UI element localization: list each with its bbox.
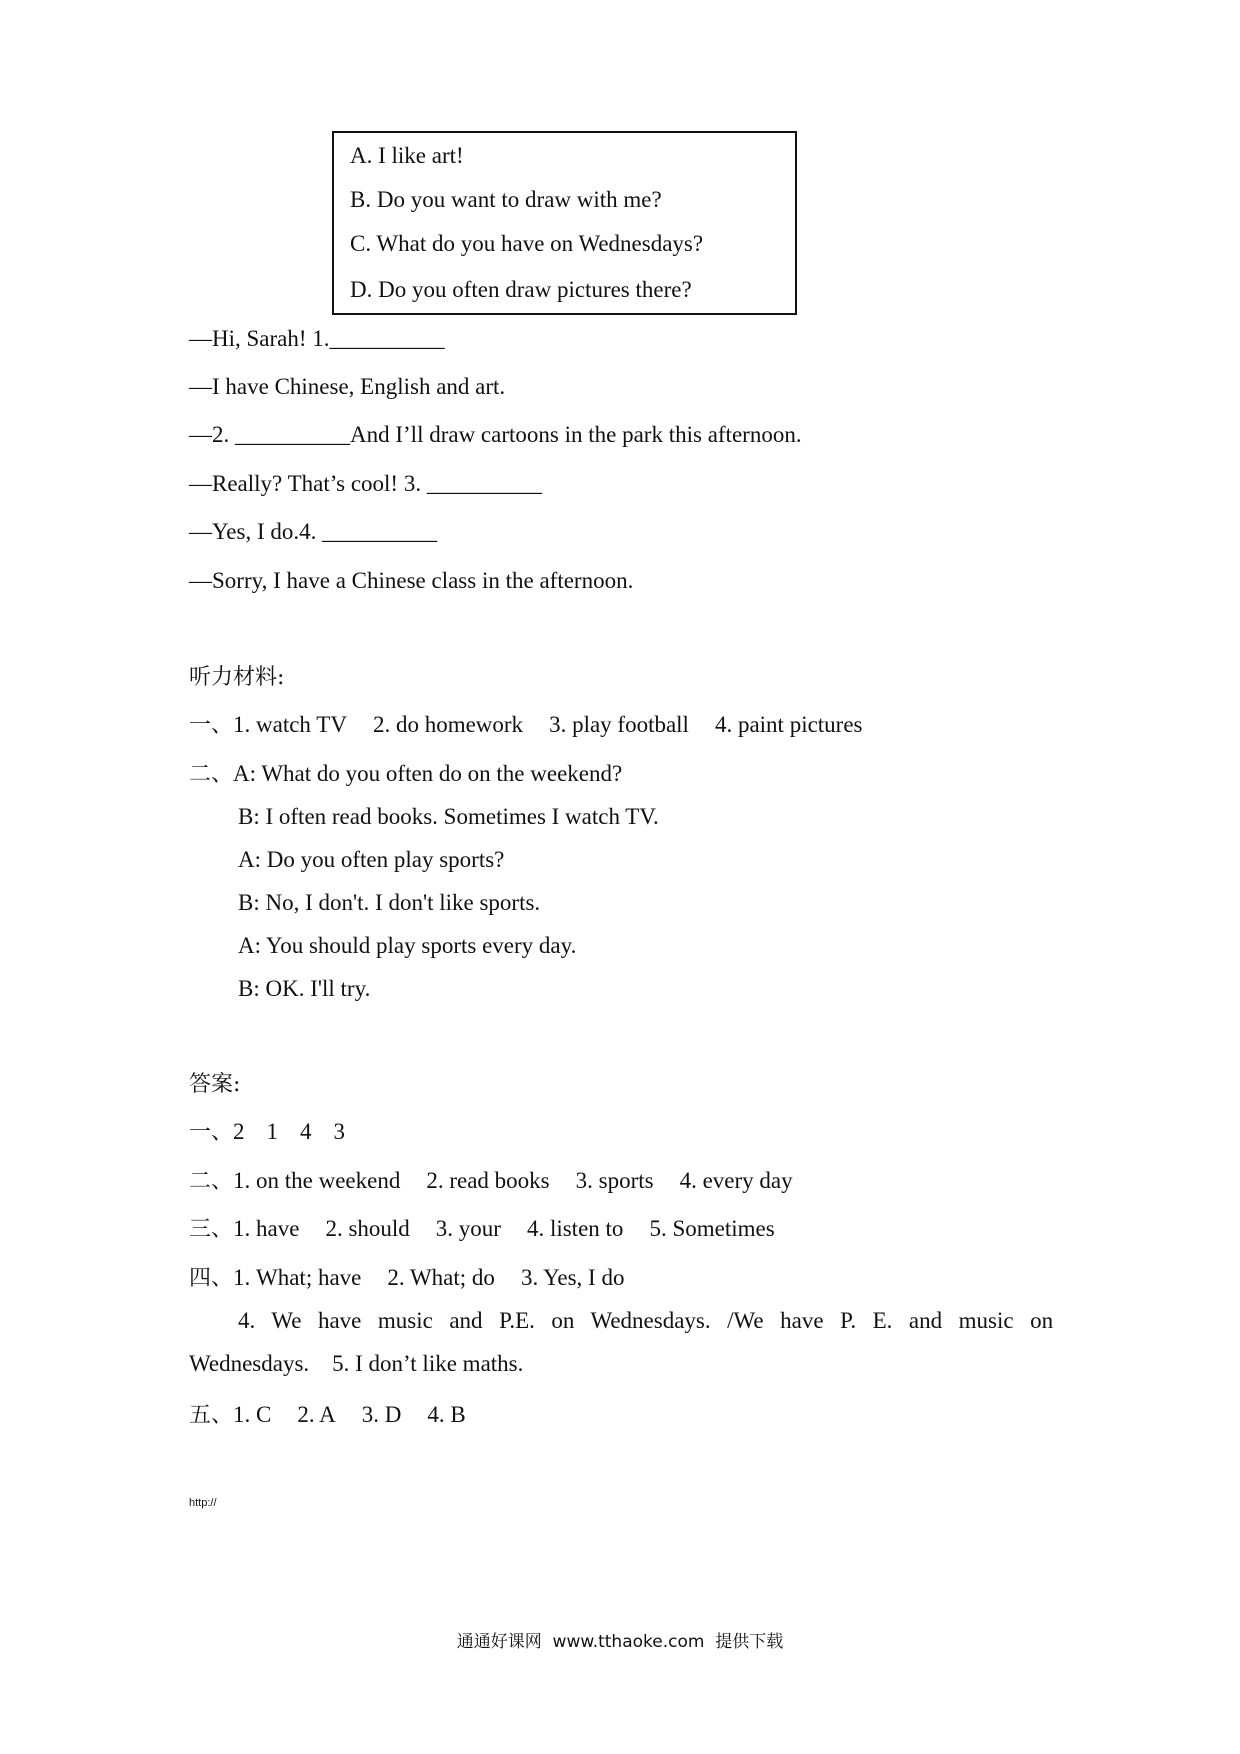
footer-source: 通通好课网 www.tthaoke.com 提供下载 [456, 1632, 784, 1652]
answer-item: 2. A [297, 1402, 336, 1427]
option-d: D. Do you often draw pictures there? [350, 277, 692, 302]
listening-dialogue-line: B: I often read books. Sometimes I watch TV. [238, 804, 659, 829]
answers-part-4-line-3: Wednesdays. 5. I don’t like maths. [189, 1351, 524, 1376]
listening-dialogue-line: B: No, I don't. I don't like sports. [238, 890, 541, 915]
answer-item: 1 [266, 1119, 279, 1144]
word: have [317, 1308, 362, 1333]
part-prefix: 四、 [189, 1266, 234, 1291]
listening-part-2 [189, 757, 622, 788]
answer-item: 2. read books [426, 1168, 550, 1193]
word: and [449, 1308, 483, 1333]
answers-heading: 答案: [189, 1072, 241, 1097]
answers-part-4-line-2 [238, 1308, 1053, 1334]
answer-item: 1. What; have [233, 1265, 362, 1290]
dialogue-line-2: —I have Chinese, English and art. [189, 374, 506, 399]
dialogue-line-1: —Hi, Sarah! 1.__________ [189, 326, 445, 351]
answer-item: 3. sports [575, 1168, 654, 1193]
word: have [780, 1308, 824, 1333]
answer-item: 1. C [233, 1402, 272, 1427]
part-prefix: 二、 [189, 762, 234, 787]
word: 4. [238, 1308, 256, 1333]
listening-dialogue-line: A: You should play sports every day. [238, 933, 577, 958]
part-prefix: 一、 [189, 1120, 234, 1145]
option-c: C. What do you have on Wednesdays? [350, 231, 704, 256]
word: on [1030, 1308, 1054, 1333]
answers-part-5 [189, 1398, 466, 1429]
word: and [908, 1308, 943, 1333]
part-prefix: 五、 [189, 1403, 234, 1428]
word: music [958, 1308, 1014, 1333]
dialogue-line-6: —Sorry, I have a Chinese class in the afternoon. [189, 568, 634, 593]
dialogue-line-5: —Yes, I do.4. __________ [189, 519, 438, 544]
answers-part-3 [189, 1212, 775, 1243]
listening-item: 2. do homework [372, 712, 524, 737]
word: P.E. [499, 1308, 535, 1333]
part-prefix: 一、 [189, 713, 234, 738]
listening-item: 3. play football [549, 712, 689, 737]
listening-item: 1. watch TV [233, 712, 347, 737]
answer-item: 3. your [435, 1216, 501, 1241]
dialogue-line-4: —Really? That’s cool! 3. __________ [189, 471, 542, 496]
options-box [332, 131, 797, 315]
listening-item: 4. paint pictures [714, 712, 863, 737]
word: P. [840, 1308, 857, 1333]
word: /We [727, 1308, 764, 1333]
answer-item: 5. Sometimes [649, 1216, 775, 1241]
listening-heading: 听力材料: [189, 665, 285, 690]
answers-part-4 [189, 1261, 624, 1292]
answers-part-1 [189, 1115, 345, 1146]
part-prefix: 三、 [189, 1217, 234, 1242]
word: music [377, 1308, 433, 1333]
option-a: A. I like art! [350, 143, 464, 168]
part-prefix: 二、 [189, 1169, 234, 1194]
answer-item: 4 [300, 1119, 312, 1144]
listening-dialogue-line: A: Do you often play sports? [238, 847, 505, 872]
option-b: B. Do you want to draw with me? [350, 187, 662, 212]
answer-item: 2. What; do [387, 1265, 495, 1290]
answer-item: 4. every day [679, 1168, 793, 1193]
dialogue-line-3: —2. __________And I’ll draw cartoons in the park this afternoon. [189, 422, 802, 447]
word: E. [872, 1308, 893, 1333]
answer-item: 1. on the weekend [233, 1168, 401, 1193]
listening-dialogue-line: A: What do you often do on the weekend? [233, 761, 623, 786]
answer-item: 2. should [325, 1216, 410, 1241]
word: Wednesdays. [590, 1308, 711, 1333]
word: We [271, 1308, 302, 1333]
answer-item: 1. have [233, 1216, 300, 1241]
answer-item: 3 [333, 1119, 346, 1144]
answer-item: 3. D [361, 1402, 402, 1427]
answer-item: 3. Yes, I do [520, 1265, 625, 1290]
listening-dialogue-line: B: OK. I'll try. [238, 976, 371, 1001]
answer-item: 4. listen to [526, 1216, 624, 1241]
word: on [551, 1308, 575, 1333]
answers-part-2 [189, 1164, 793, 1195]
answer-item: 4. B [427, 1402, 466, 1427]
answer-item: 2 [233, 1119, 245, 1144]
footer-url: http:// [189, 1497, 217, 1509]
listening-part-1 [189, 708, 863, 739]
